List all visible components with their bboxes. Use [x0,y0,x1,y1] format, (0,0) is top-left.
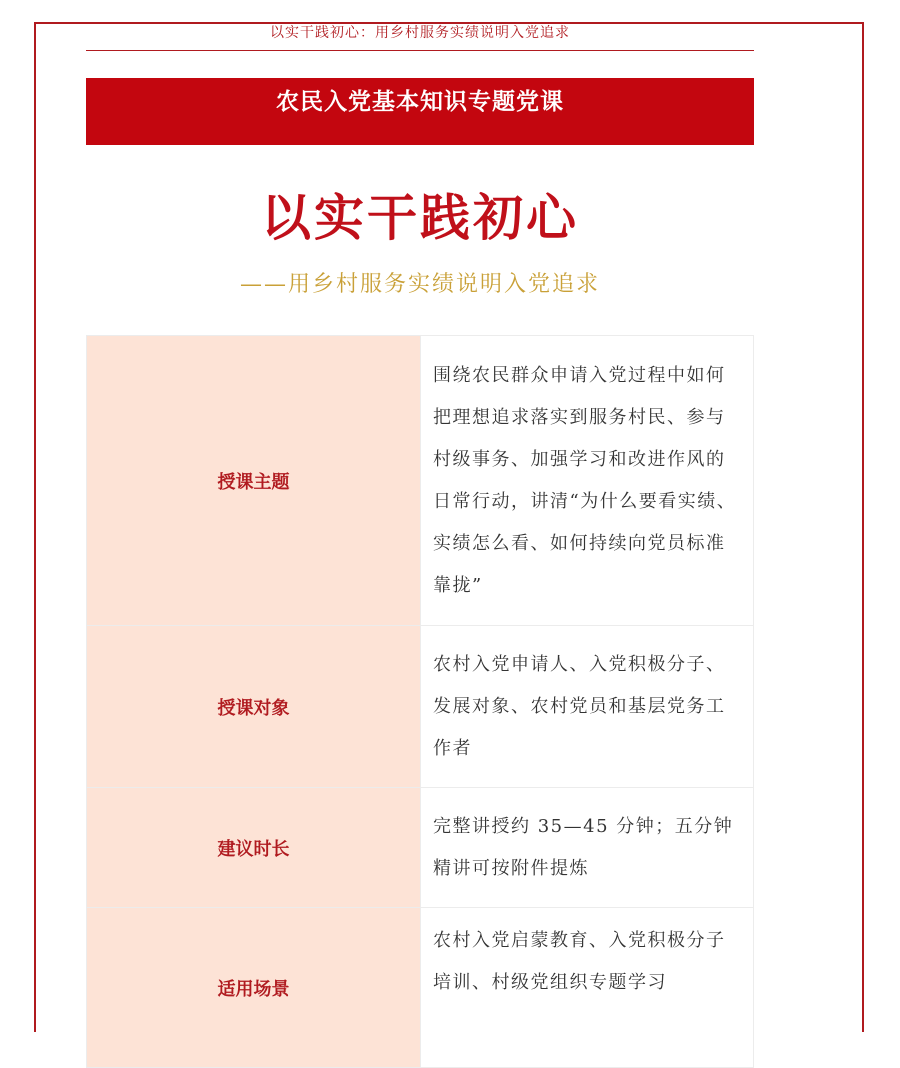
page-subtitle: ——用乡村服务实绩说明入党追求 [239,272,600,297]
table-row-topic [87,336,754,626]
page-title: 以实干践初心 [261,189,579,247]
row-value-topic: 围绕农民群众申请入党过程中如何把理想追求落实到服务村民、参与村级事务、加强学习和改进作风的日常行动，讲清“为什么要看实绩、实绩怎么看、如何持续向党员标准靠拢” [421,336,754,626]
course-info-table [86,335,754,1068]
row-value-audience: 农村入党申请人、入党积极分子、发展对象、农村党员和基层党务工作者 [421,626,754,788]
row-label-scene: 适用场景 [87,908,421,1068]
header-divider [86,50,754,51]
row-value-scene: 农村入党启蒙教育、入党积极分子培训、村级党组织专题学习 [421,908,754,1068]
running-header: 以实干践初心：用乡村服务实绩说明入党追求 [270,25,570,41]
row-label-topic: 授课主题 [87,336,421,626]
row-label-audience: 授课对象 [87,626,421,788]
row-value-duration: 完整讲授约 35—45 分钟；五分钟精讲可按附件提炼 [421,788,754,908]
row-label-duration: 建议时长 [87,788,421,908]
table-row-scene [87,908,754,1068]
course-banner: 农民入党基本知识专题党课 [86,78,754,145]
table-row-duration [87,788,754,908]
table-row-audience [87,626,754,788]
